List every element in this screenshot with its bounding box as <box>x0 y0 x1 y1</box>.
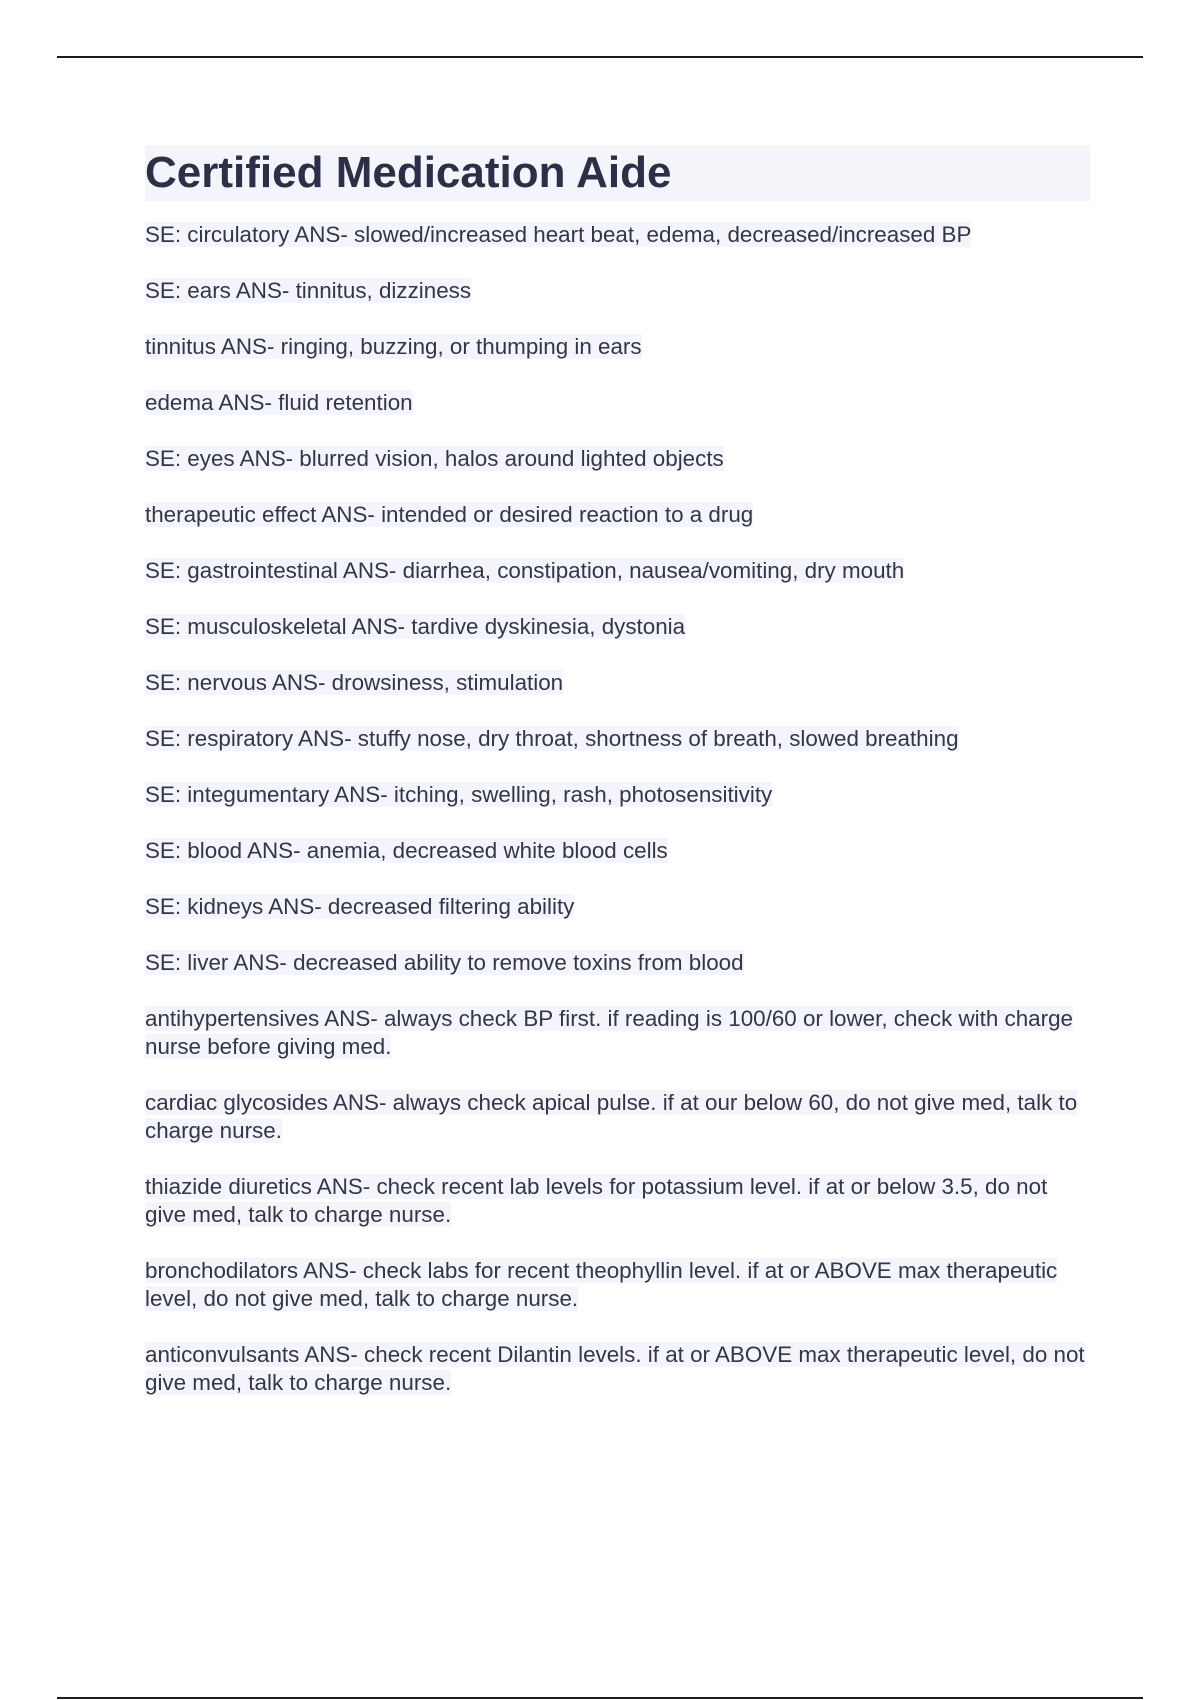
list-item <box>145 949 1090 977</box>
entry-text: anticonvulsants ANS- check recent Dilantin levels. if at or ABOVE max therapeutic level, do not give med, talk to charge nurse. <box>145 1342 1085 1395</box>
entry-text: SE: eyes ANS- blurred vision, halos around lighted objects <box>145 446 724 471</box>
entry-text: therapeutic effect ANS- intended or desired reaction to a drug <box>145 502 754 527</box>
list-item <box>145 613 1090 641</box>
list-item <box>145 1089 1090 1145</box>
list-item <box>145 1257 1090 1313</box>
list-item <box>145 893 1090 921</box>
entry-text: antihypertensives ANS- always check BP first. if reading is 100/60 or lower, check with charge nurse before giving med. <box>145 1006 1073 1059</box>
entry-text: SE: gastrointestinal ANS- diarrhea, constipation, nausea/vomiting, dry mouth <box>145 558 905 583</box>
list-item <box>145 781 1090 809</box>
entry-text: thiazide diuretics ANS- check recent lab levels for potassium level. if at or below 3.5, do not give med, talk to charge nurse. <box>145 1174 1048 1227</box>
list-item <box>145 837 1090 865</box>
document-body <box>145 145 1090 1425</box>
entry-text: bronchodilators ANS- check labs for recent theophyllin level. if at or ABOVE max therapeutic level, do not give med, talk to charge nurse. <box>145 1258 1058 1311</box>
bottom-rule <box>57 1697 1143 1699</box>
list-item <box>145 445 1090 473</box>
entry-text: SE: blood ANS- anemia, decreased white blood cells <box>145 838 668 863</box>
entry-text: SE: liver ANS- decreased ability to remove toxins from blood <box>145 950 744 975</box>
entry-text: SE: integumentary ANS- itching, swelling, rash, photosensitivity <box>145 782 773 807</box>
page-title: Certified Medication Aide <box>145 145 1090 201</box>
entry-text: SE: ears ANS- tinnitus, dizziness <box>145 278 472 303</box>
entry-text: SE: respiratory ANS- stuffy nose, dry throat, shortness of breath, slowed breathing <box>145 726 959 751</box>
entry-text: SE: kidneys ANS- decreased filtering ability <box>145 894 575 919</box>
entry-text: SE: nervous ANS- drowsiness, stimulation <box>145 670 564 695</box>
list-item <box>145 1005 1090 1061</box>
list-item <box>145 333 1090 361</box>
entry-text: tinnitus ANS- ringing, buzzing, or thumping in ears <box>145 334 642 359</box>
list-item <box>145 1173 1090 1229</box>
list-item <box>145 669 1090 697</box>
list-item <box>145 221 1090 249</box>
entry-text: SE: musculoskeletal ANS- tardive dyskinesia, dystonia <box>145 614 686 639</box>
entry-text: edema ANS- fluid retention <box>145 390 413 415</box>
entry-text: cardiac glycosides ANS- always check apical pulse. if at our below 60, do not give med, talk to charge nurse. <box>145 1090 1078 1143</box>
list-item <box>145 725 1090 753</box>
list-item <box>145 557 1090 585</box>
top-rule <box>57 56 1143 58</box>
list-item <box>145 277 1090 305</box>
flashcard-list <box>145 221 1090 1397</box>
entry-text: SE: circulatory ANS- slowed/increased heart beat, edema, decreased/increased BP <box>145 222 972 247</box>
list-item <box>145 501 1090 529</box>
list-item <box>145 389 1090 417</box>
list-item <box>145 1341 1090 1397</box>
